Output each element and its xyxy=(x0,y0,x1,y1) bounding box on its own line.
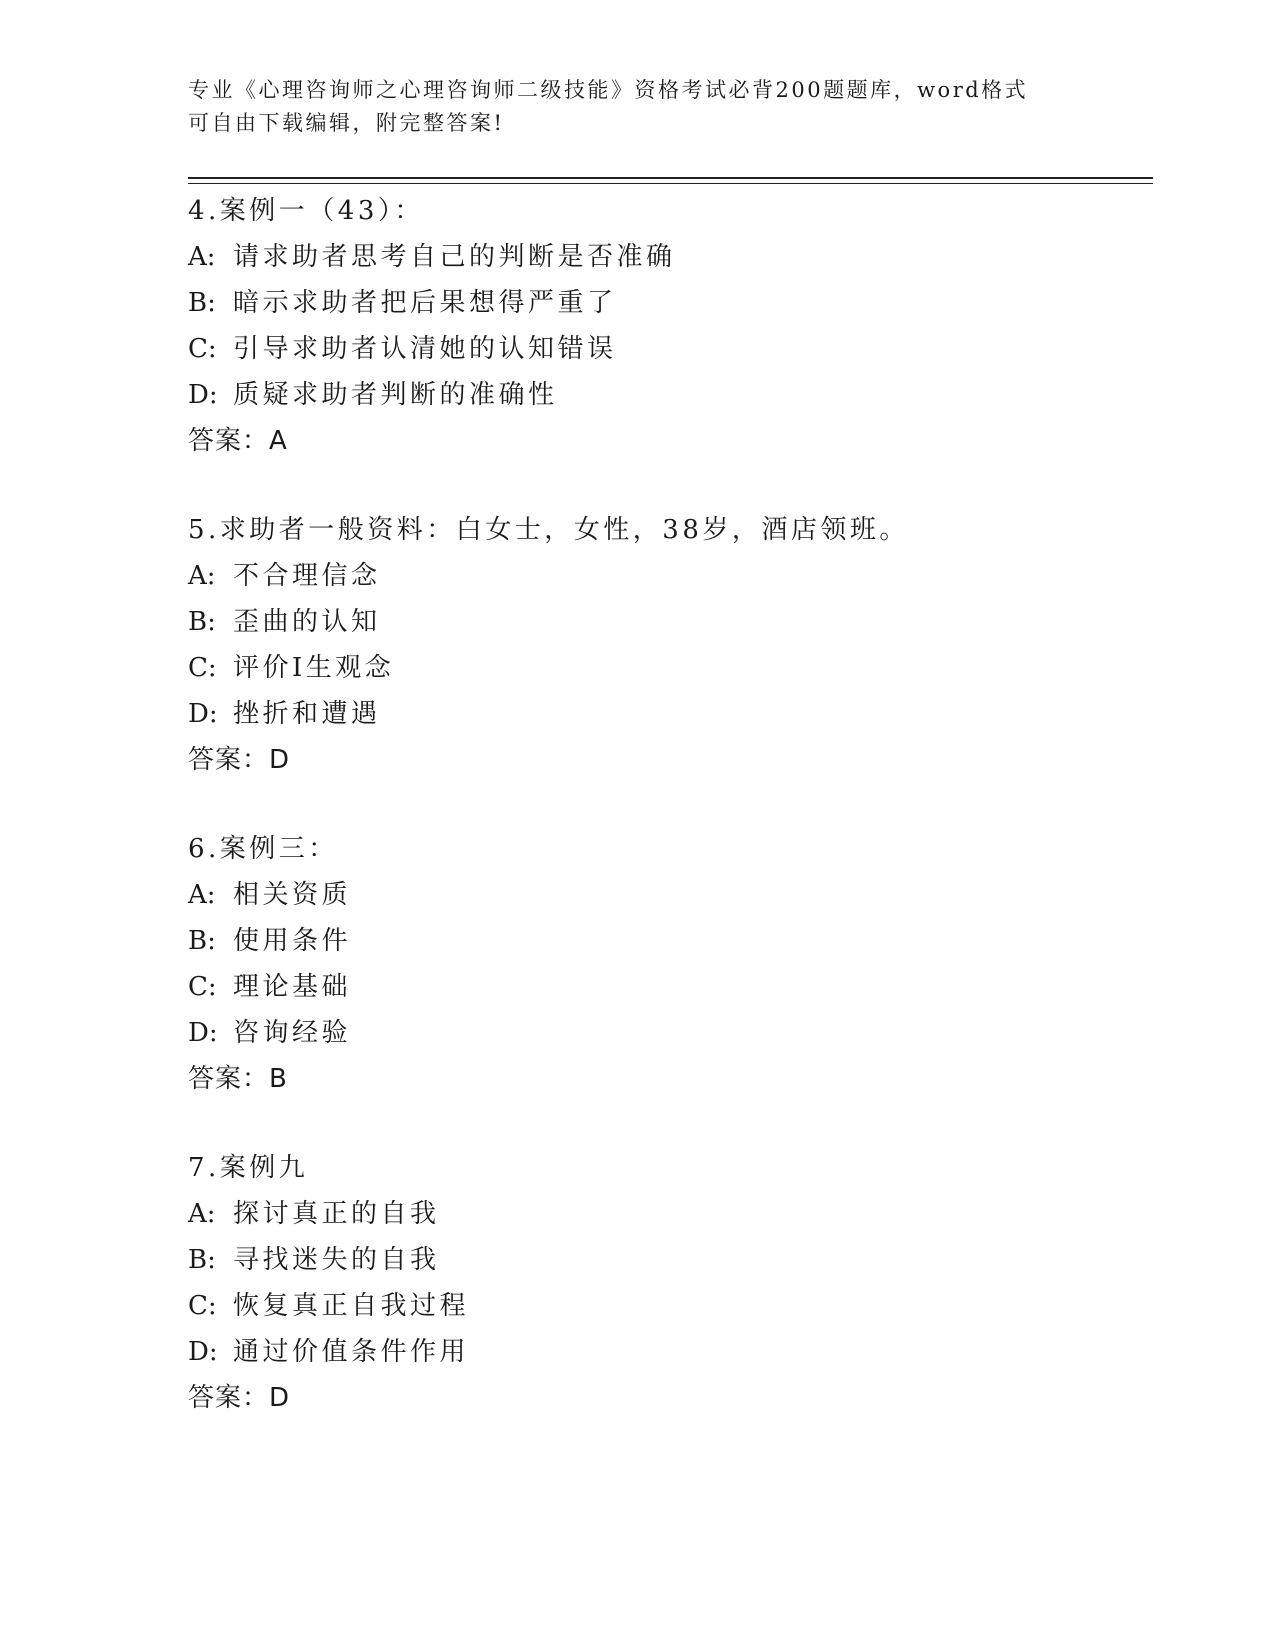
option-d xyxy=(188,372,1148,418)
option-a xyxy=(188,872,1148,918)
question-list xyxy=(188,188,1148,1464)
option-d xyxy=(188,1329,1148,1375)
option-d xyxy=(188,691,1148,737)
option-text: 通过价值条件作用 xyxy=(233,1337,470,1367)
option-letter: D: xyxy=(188,699,218,729)
option-text: 质疑求助者判断的准确性 xyxy=(233,380,558,410)
option-b xyxy=(188,599,1148,645)
answer-line: 答案：A xyxy=(188,426,288,456)
header-line-1: 专业《心理咨询师之心理咨询师二级技能》资格考试必背200题题库，word格式 xyxy=(188,78,1029,102)
option-letter: B: xyxy=(188,926,216,956)
header-line-2: 可自由下载编辑，附完整答案! xyxy=(188,111,505,135)
option-letter: B: xyxy=(188,1245,216,1275)
answer-line: 答案：D xyxy=(188,745,291,775)
option-text: 评价I生观念 xyxy=(233,653,395,683)
document-header xyxy=(188,74,1068,140)
option-d xyxy=(188,1010,1148,1056)
option-text: 请求助者思考自己的判断是否准确 xyxy=(233,242,676,272)
option-text: 探讨真正的自我 xyxy=(233,1199,440,1229)
option-letter: D: xyxy=(188,380,218,410)
option-letter: D: xyxy=(188,1018,218,1048)
option-letter: A: xyxy=(188,1199,216,1229)
option-letter: A: xyxy=(188,561,216,591)
option-a xyxy=(188,234,1148,280)
option-text: 咨询经验 xyxy=(233,1018,352,1048)
option-b xyxy=(188,1237,1148,1283)
question-item xyxy=(188,507,1148,783)
option-text: 暗示求助者把后果想得严重了 xyxy=(233,288,617,318)
question-stem: 7.案例九 xyxy=(188,1153,309,1183)
option-letter: C: xyxy=(188,1291,217,1321)
answer-line: 答案：D xyxy=(188,1383,291,1413)
question-item xyxy=(188,1145,1148,1421)
option-a xyxy=(188,1191,1148,1237)
option-letter: B: xyxy=(188,288,216,318)
option-text: 挫折和遭遇 xyxy=(233,699,381,729)
option-text: 相关资质 xyxy=(233,880,352,910)
option-c xyxy=(188,1283,1148,1329)
option-letter: A: xyxy=(188,880,216,910)
option-text: 使用条件 xyxy=(233,926,352,956)
option-letter: C: xyxy=(188,334,217,364)
option-text: 歪曲的认知 xyxy=(233,607,381,637)
option-a xyxy=(188,553,1148,599)
option-c xyxy=(188,964,1148,1010)
option-letter: A: xyxy=(188,242,216,272)
option-letter: B: xyxy=(188,607,216,637)
option-b xyxy=(188,280,1148,326)
option-text: 不合理信念 xyxy=(233,561,381,591)
option-letter: C: xyxy=(188,653,217,683)
option-c xyxy=(188,326,1148,372)
option-text: 引导求助者认清她的认知错误 xyxy=(233,334,617,364)
option-b xyxy=(188,918,1148,964)
option-text: 恢复真正自我过程 xyxy=(233,1291,470,1321)
answer-line: 答案：B xyxy=(188,1064,288,1094)
question-stem: 4.案例一（43）： xyxy=(188,196,424,226)
option-letter: D: xyxy=(188,1337,218,1367)
question-stem: 5.求助者一般资料：白女士，女性，38岁，酒店领班。 xyxy=(188,515,909,545)
option-text: 寻找迷失的自我 xyxy=(233,1245,440,1275)
option-c xyxy=(188,645,1148,691)
option-letter: C: xyxy=(188,972,217,1002)
question-item xyxy=(188,188,1148,464)
header-divider-thick xyxy=(188,177,1153,179)
question-stem: 6.案例三： xyxy=(188,834,338,864)
header-divider-thin xyxy=(188,183,1153,184)
option-text: 理论基础 xyxy=(233,972,352,1002)
question-item xyxy=(188,826,1148,1102)
